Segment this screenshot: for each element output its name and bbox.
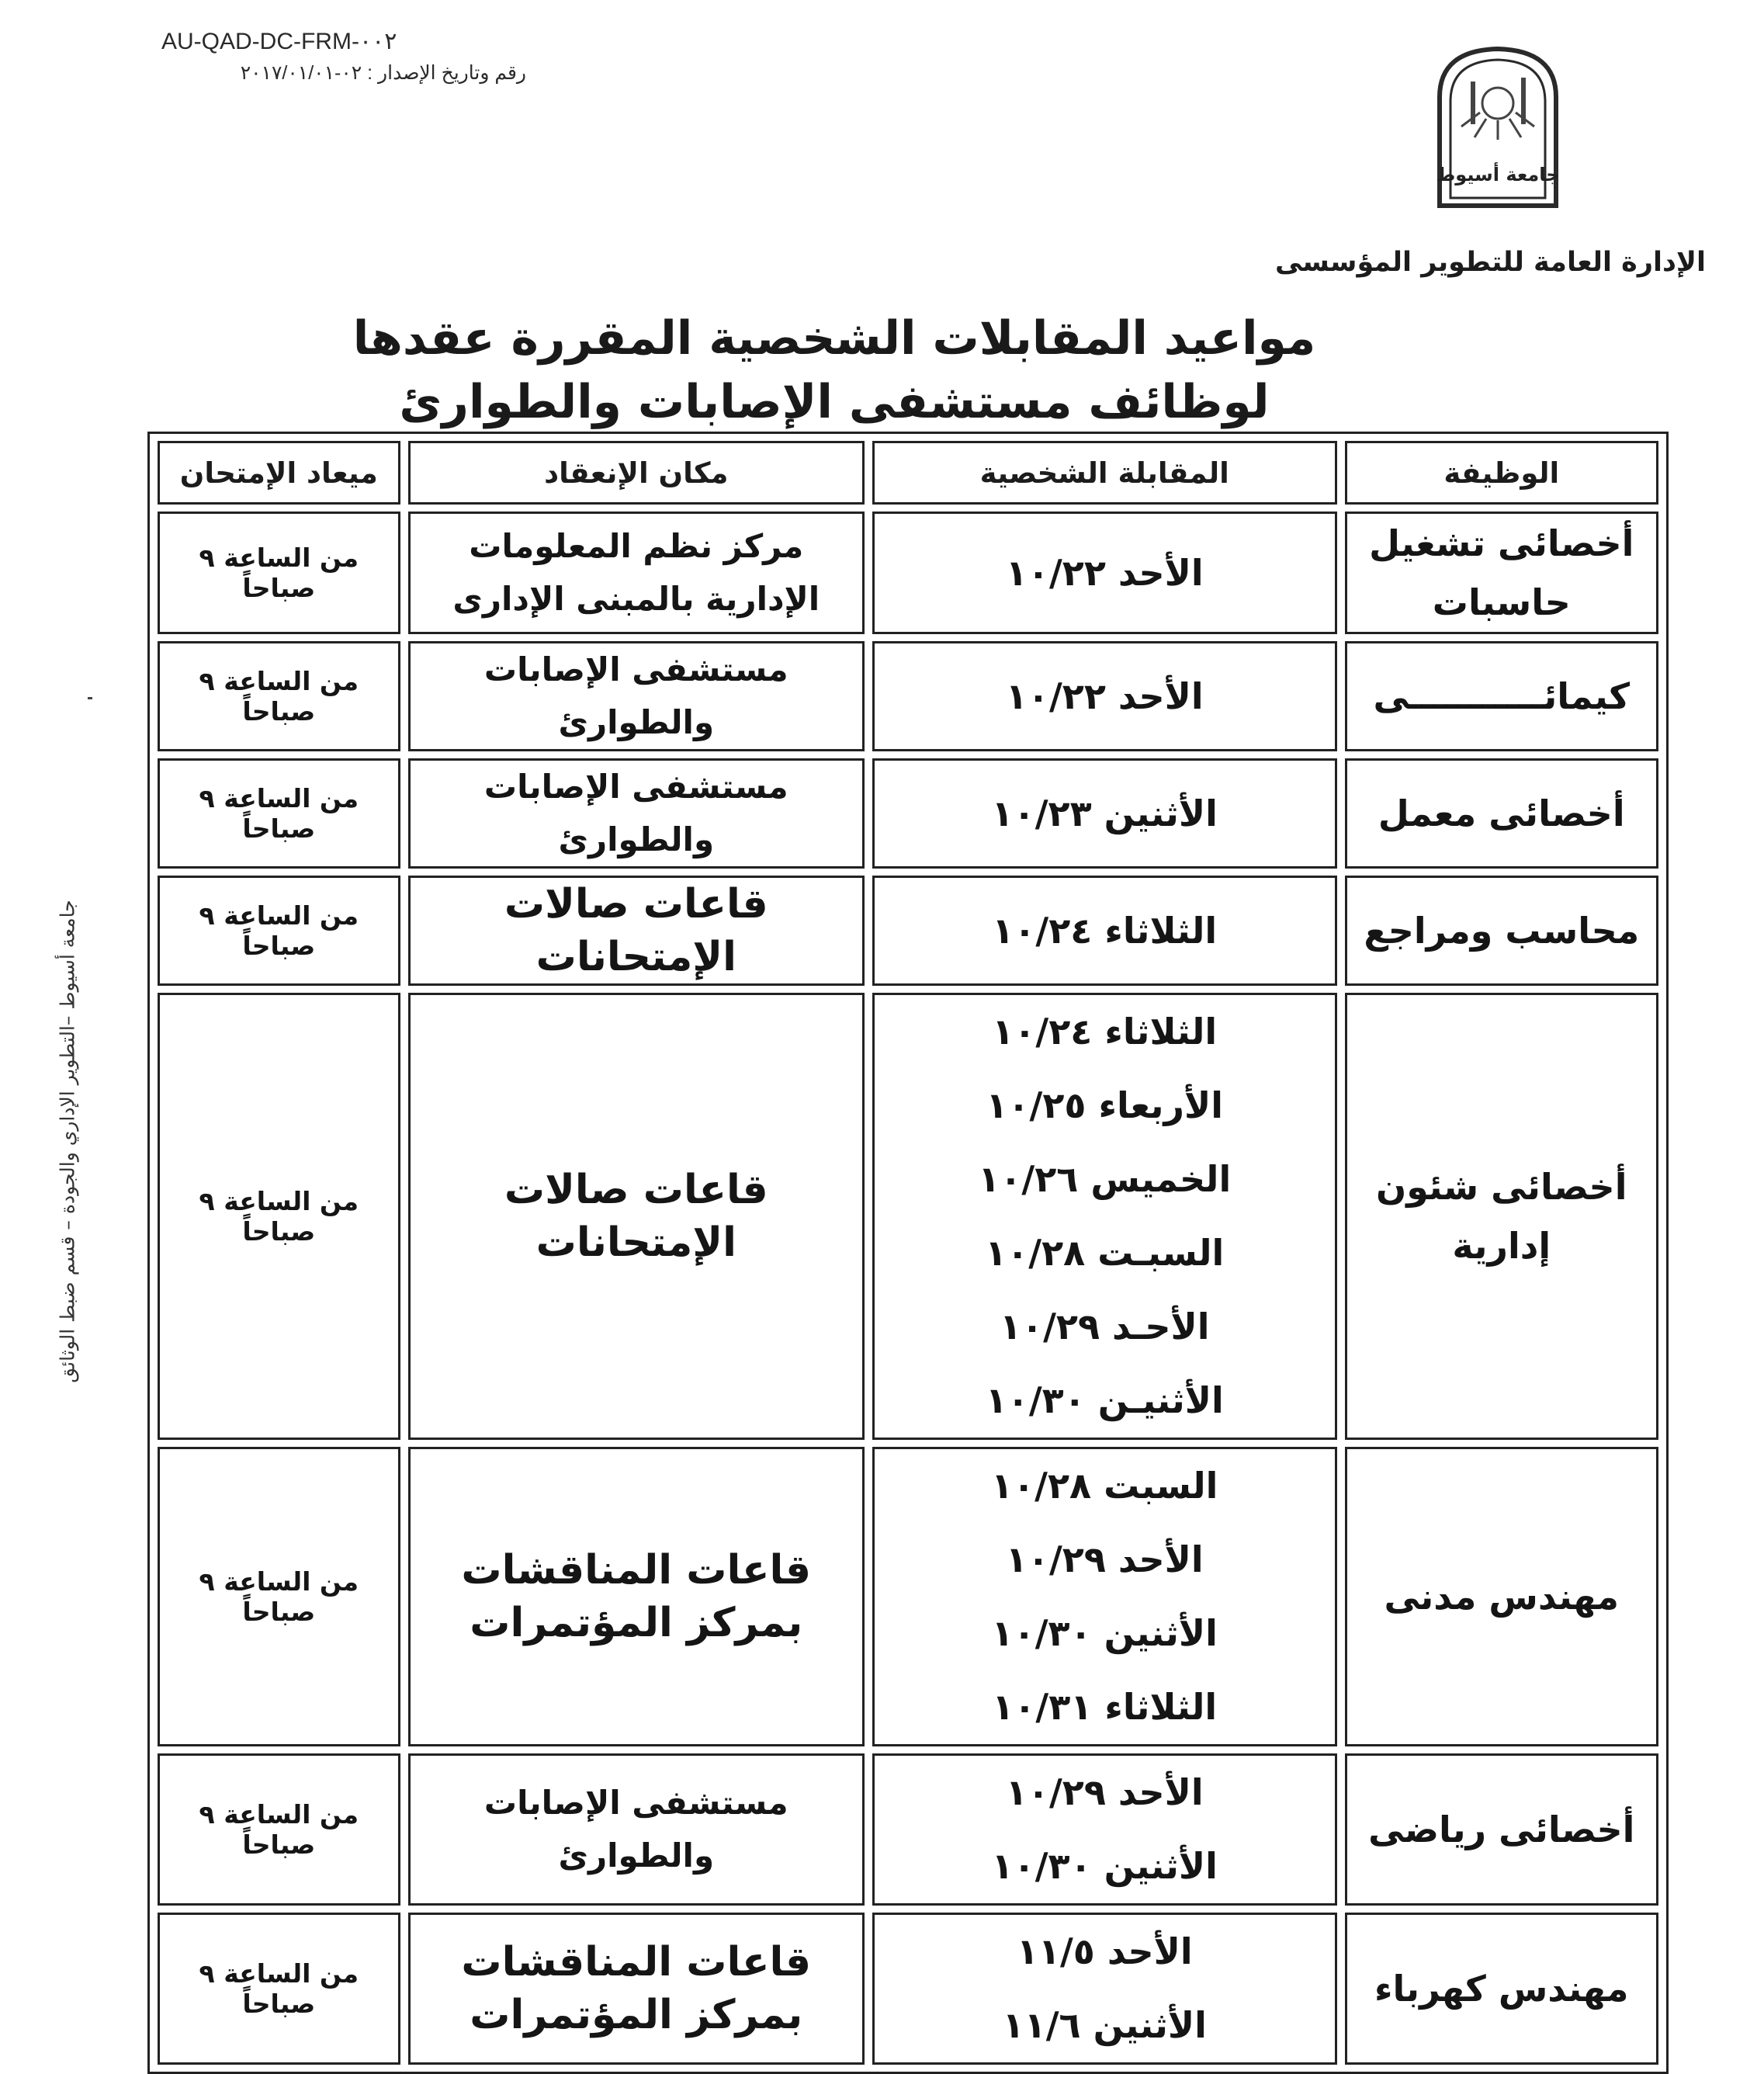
header-venue: مكان الإنعقاد <box>408 441 865 505</box>
interview-date: الثلاثاء ١٠/٢٤ <box>992 909 1218 952</box>
interview-cell <box>872 1913 1337 2065</box>
interview-cell <box>872 1447 1337 1746</box>
table-row <box>158 1753 1658 1906</box>
interview-date: السبـت ١٠/٢٨ <box>985 1232 1225 1274</box>
interview-date: الأثنيـن ١٠/٣٠ <box>985 1379 1224 1421</box>
venue-cell: مستشفى الإصابات والطوارئ <box>408 641 865 751</box>
exam-cell: من الساعة ٩ صباحاً <box>158 1447 400 1746</box>
interview-cell <box>872 876 1337 986</box>
table-row <box>158 1913 1658 2065</box>
job-cell: مهندس كهرباء <box>1345 1913 1658 2065</box>
interview-cell <box>872 512 1337 634</box>
venue-cell: قاعات صالات الإمتحانات <box>408 876 865 986</box>
interview-date: الثلاثاء ١٠/٣١ <box>992 1686 1218 1728</box>
job-cell: أخصائى شئون إدارية <box>1345 993 1658 1440</box>
issue-date: رقم وتاريخ الإصدار : ٠٢-٢٠١٧/٠١/٠١ <box>240 62 526 84</box>
interview-date: الأحد ١٠/٢٩ <box>1005 1771 1204 1813</box>
university-logo <box>1432 43 1564 212</box>
job-cell: كيمائـــــــــــى <box>1345 641 1658 751</box>
header-interview: المقابلة الشخصية <box>872 441 1337 505</box>
interview-cell <box>872 1753 1337 1906</box>
form-code-block <box>161 26 526 88</box>
table-row <box>158 1447 1658 1746</box>
page-title <box>295 307 1374 434</box>
exam-cell: من الساعة ٩ صباحاً <box>158 876 400 986</box>
venue-cell: مستشفى الإصابات والطوارئ <box>408 1753 865 1906</box>
table-row <box>158 758 1658 869</box>
department-name: الإدارة العامة للتطوير المؤسسى <box>1275 247 1706 278</box>
interview-date: الثلاثاء ١٠/٢٤ <box>992 1011 1218 1053</box>
interview-date: الأربعاء ١٠/٢٥ <box>986 1084 1224 1126</box>
job-cell: أخصائى معمل <box>1345 758 1658 869</box>
interview-cell <box>872 641 1337 751</box>
interview-date: الأثنين ١٠/٣٠ <box>991 1845 1218 1887</box>
venue-cell: مركز نظم المعلومات الإدارية بالمبنى الإدارى <box>408 512 865 634</box>
interview-date: الأحد ١١/٥ <box>1016 1930 1193 1972</box>
job-cell: أخصائى رياضى <box>1345 1753 1658 1906</box>
interview-date: الأحد ١٠/٢٩ <box>1005 1538 1204 1580</box>
venue-cell: قاعات صالات الإمتحانات <box>408 993 865 1440</box>
exam-cell: من الساعة ٩ صباحاً <box>158 1913 400 2065</box>
table-row <box>158 876 1658 986</box>
interview-date: السبت ١٠/٢٨ <box>991 1465 1218 1507</box>
interview-schedule-table <box>147 432 1669 2074</box>
side-note <box>52 838 83 1444</box>
interview-date: الأثنين ١١/٦ <box>1002 2004 1207 2046</box>
form-code: AU-QAD-DC-FRM-٠٠٢ <box>161 29 397 54</box>
venue-cell: مستشفى الإصابات والطوارئ <box>408 758 865 869</box>
table-row <box>158 512 1658 634</box>
job-cell: مهندس مدنى <box>1345 1447 1658 1746</box>
exam-cell: من الساعة ٩ صباحاً <box>158 993 400 1440</box>
interview-date: الأثنين ١٠/٢٣ <box>991 792 1218 834</box>
interview-date: الخميس ١٠/٢٦ <box>978 1158 1232 1200</box>
interview-date: الأحـد ١٠/٢٩ <box>999 1306 1210 1347</box>
table-row <box>158 641 1658 751</box>
side-note-text: جامعة أسيوط –التطوير الإداري والجودة – قسم ضبط الوثائق <box>56 899 79 1383</box>
table-row <box>158 993 1658 1440</box>
exam-cell: من الساعة ٩ صباحاً <box>158 758 400 869</box>
job-cell: أخصائى تشغيل حاسبات <box>1345 512 1658 634</box>
title-line-1: مواعيد المقابلات الشخصية المقررة عقدها <box>352 311 1316 366</box>
logo-text: جامعة أسيوط <box>1436 164 1560 186</box>
interview-date: الأثنين ١٠/٣٠ <box>991 1612 1218 1654</box>
exam-cell: من الساعة ٩ صباحاً <box>158 1753 400 1906</box>
header-job: الوظيفة <box>1345 441 1658 505</box>
venue-cell: قاعات المناقشات بمركز المؤتمرات <box>408 1447 865 1746</box>
exam-cell: من الساعة ٩ صباحاً <box>158 512 400 634</box>
venue-cell: قاعات المناقشات بمركز المؤتمرات <box>408 1913 865 2065</box>
table-header-row <box>158 441 1658 505</box>
interview-cell <box>872 993 1337 1440</box>
margin-mark <box>88 697 92 699</box>
title-line-2: لوظائف مستشفى الإصابات والطوارئ <box>399 375 1270 429</box>
interview-date: الأحد ١٠/٢٢ <box>1005 675 1204 717</box>
exam-cell: من الساعة ٩ صباحاً <box>158 641 400 751</box>
header-exam: ميعاد الإمتحان <box>158 441 400 505</box>
job-cell: محاسب ومراجع <box>1345 876 1658 986</box>
interview-cell <box>872 758 1337 869</box>
interview-date: الأحد ١٠/٢٢ <box>1005 551 1204 594</box>
